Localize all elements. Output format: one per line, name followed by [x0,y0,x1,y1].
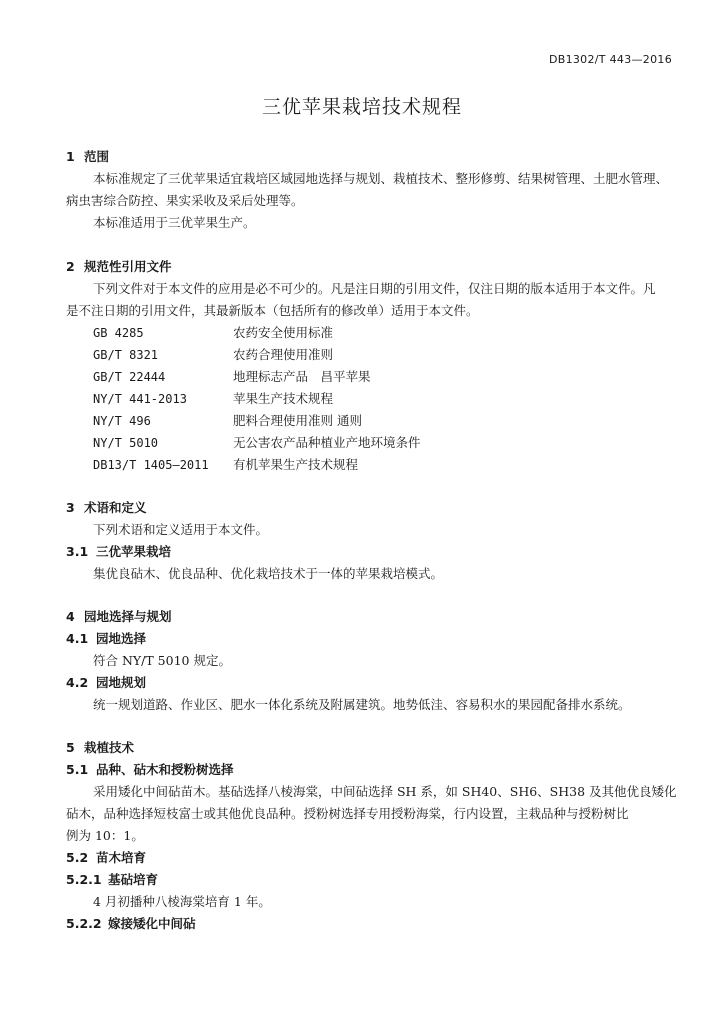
subsection-number: 3.1 [66,544,89,559]
subsection-4-1-heading [66,631,146,647]
section-4-heading [66,609,172,625]
reference-code: NY/T 496 [93,414,151,428]
paragraph-line: 下列文件对于本文件的应用是必不可少的。凡是注日期的引用文件，仅注日期的版本适用于本文件。凡 [93,281,656,296]
subsection-3-1-heading [66,544,171,560]
subsection-4-2-heading [66,675,146,691]
section-2-heading [66,259,172,275]
paragraph-line: 统一规划道路、作业区、肥水一体化系统及附属建筑。地势低洼、容易积水的果园配备排水系统。 [93,697,631,712]
subsection-title: 园地规划 [96,675,147,690]
paragraph-line: 集优良砧木、优良品种、优化栽培技术于一体的苹果栽培模式。 [93,566,444,581]
subsection-title: 三优苹果栽培 [96,544,172,559]
subsection-title: 基砧培育 [108,872,159,887]
reference-title: 农药合理使用准则 [233,347,334,362]
subsection-5-2-heading [66,850,146,866]
subsection-number: 5.2.2 [66,916,102,931]
section-title: 栽植技术 [84,740,135,755]
subsection-5-2-2-heading [66,916,196,932]
subsection-number: 4.2 [66,675,89,690]
reference-title: 地理标志产品 昌平苹果 [233,369,371,384]
section-1-heading [66,149,109,165]
paragraph-line: 4 月初播种八棱海棠培育 1 年。 [93,894,271,909]
paragraph-line: 采用矮化中间砧苗木。基砧选择八棱海棠，中间砧选择 SH 系，如 SH40、SH6、SH38 及其他优良矮化 [93,784,677,799]
paragraph-line: 本标准规定了三优苹果适宜栽培区域园地选择与规划、栽植技术、整形修剪、结果树管理、土肥水管理、 [93,171,669,186]
paragraph-line: 下列术语和定义适用于本文件。 [93,522,269,537]
subsection-number: 4.1 [66,631,89,646]
section-3-heading [66,500,147,516]
section-title: 规范性引用文件 [84,259,172,274]
subsection-number: 5.2 [66,850,89,865]
paragraph-line: 病虫害综合防控、果实采收及采后处理等。 [66,193,304,208]
section-title: 范围 [84,149,110,164]
reference-code: GB/T 22444 [93,370,166,384]
section-number: 5 [66,740,75,755]
subsection-5-2-1-heading [66,872,158,888]
paragraph-line: 本标准适用于三优苹果生产。 [93,215,256,230]
subsection-title: 苗木培育 [96,850,147,865]
reference-code: GB/T 8321 [93,348,159,362]
subsection-number: 5.2.1 [66,872,102,887]
reference-code: NY/T 441-2013 [93,392,187,406]
section-title: 术语和定义 [84,500,147,515]
subsection-title: 园地选择 [96,631,147,646]
document-code: DB1302/T 443—2016 [548,53,672,66]
document-title: 三优苹果栽培技术规程 [261,96,462,118]
section-number: 4 [66,609,75,624]
paragraph-line: 例为 10：1。 [66,828,144,843]
subsection-title: 嫁接矮化中间砧 [108,916,196,931]
paragraph-line: 砧木，品种选择短枝富士或其他优良品种。授粉树选择专用授粉海棠，行内设置，主栽品种与授粉树比 [66,806,629,821]
reference-code: DB13/T 1405—2011 [93,458,209,472]
subsection-5-1-heading [66,762,234,778]
reference-title: 苹果生产技术规程 [233,391,334,406]
reference-title: 无公害农产品种植业产地环境条件 [233,435,421,450]
section-number: 2 [66,259,75,274]
reference-title: 农药安全使用标准 [233,325,334,340]
reference-code: NY/T 5010 [93,436,159,450]
reference-title: 肥料合理使用准则 通则 [233,413,362,428]
paragraph-line: 是不注日期的引用文件，其最新版本（包括所有的修改单）适用于本文件。 [66,303,479,318]
reference-code: GB 4285 [93,326,144,340]
section-number: 3 [66,500,75,515]
section-5-heading [66,740,134,756]
section-title: 园地选择与规划 [84,609,172,624]
subsection-title: 品种、砧木和授粉树选择 [96,762,234,777]
section-number: 1 [66,149,75,164]
reference-title: 有机苹果生产技术规程 [233,457,359,472]
subsection-number: 5.1 [66,762,89,777]
paragraph-line: 符合 NY/T 5010 规定。 [93,653,231,668]
